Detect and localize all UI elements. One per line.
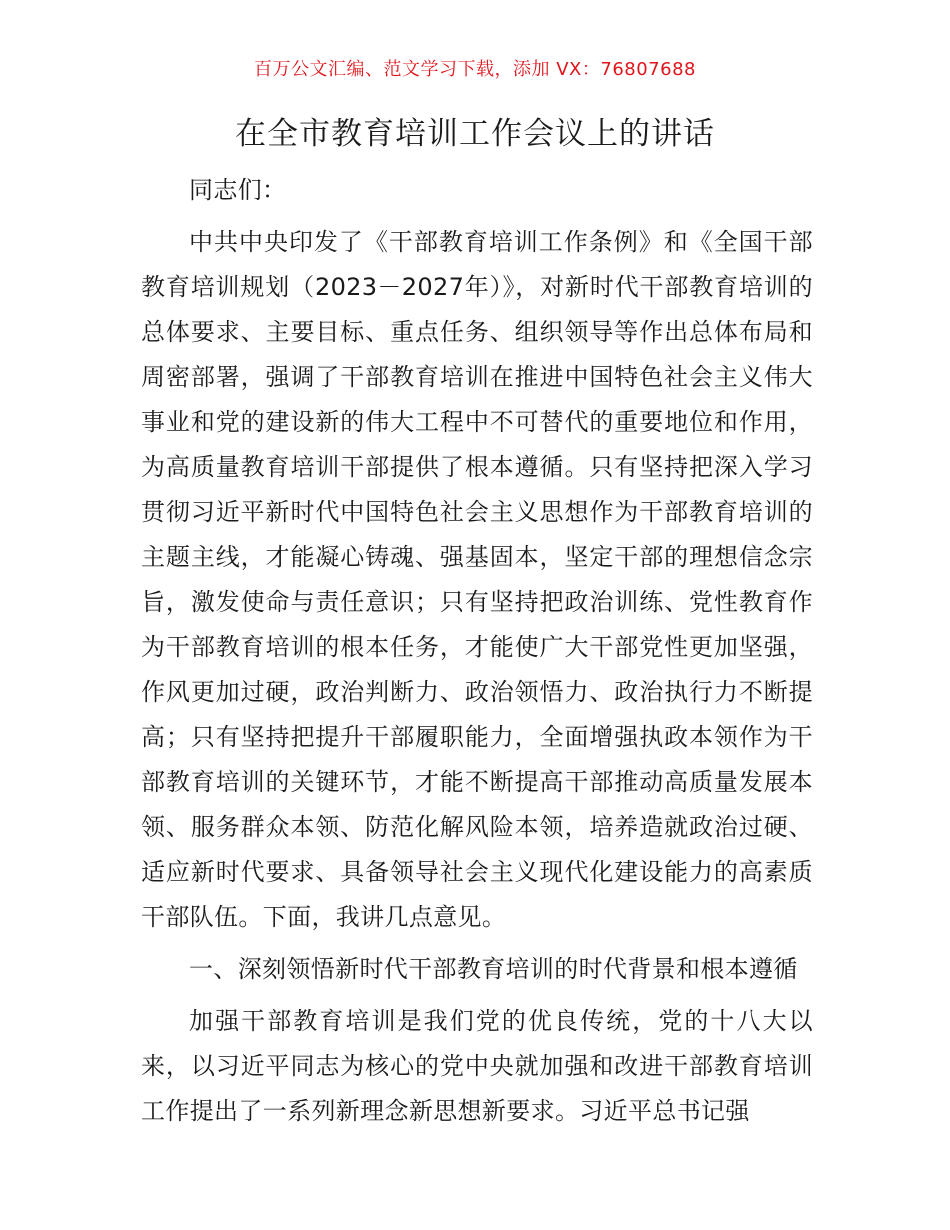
section-heading-1: 一、深刻领悟新时代干部教育培训的时代背景和根本遵循 <box>189 955 798 983</box>
header-note: 百万公文汇编、范文学习下载，添加 VX：76807688 <box>254 59 696 80</box>
paragraph-gap <box>141 213 813 220</box>
paragraph-gap <box>141 940 813 947</box>
salutation: 同志们： <box>189 176 287 204</box>
document-body <box>141 168 813 1134</box>
paragraph-intro: 中共中央印发了《干部教育培训工作条例》和《全国干部教育培训规划（2023－2027年）》，对新时代干部教育培训的总体要求、主要目标、重点任务、组织领导等作出总体布局和周密部署，强调了干部教育培训在推进中国特色社会主义伟大事业和党的建设新的伟大工程中不可替代的重要地位和作用，为高质量教育培训干部提供了根本遵循。只有坚持把深入学习贯彻习近平新时代中国特色社会主义思想作为干部教育培训的主题主线，才能凝心铸魂、强基固本，坚定干部的理想信念宗旨，激发使命与责任意识；只有坚持把政治训练、党性教育作为干部教育培训的根本任务，才能使广大干部党性更加坚强，作风更加过硬，政治判断力、政治领悟力、政治执行力不断提高；只有坚持把提升干部履职能力，全面增强执政本领作为干部教育培训的关键环节，才能不断提高干部推动高质量发展本领、服务群众本领、防范化解风险本领，培养造就政治过硬、适应新时代要求、具备领导社会主义现代化建设能力的高素质干部队伍。下面，我讲几点意见。 <box>141 228 813 931</box>
document-title: 在全市教育培训工作会议上的讲话 <box>235 116 715 152</box>
paragraph-gap <box>141 992 813 999</box>
paragraph-section-1: 加强干部教育培训是我们党的优良传统，党的十八大以来，以习近平同志为核心的党中央就加强和改进干部教育培训工作提出了一系列新理念新思想新要求。习近平总书记强 <box>141 1007 813 1125</box>
